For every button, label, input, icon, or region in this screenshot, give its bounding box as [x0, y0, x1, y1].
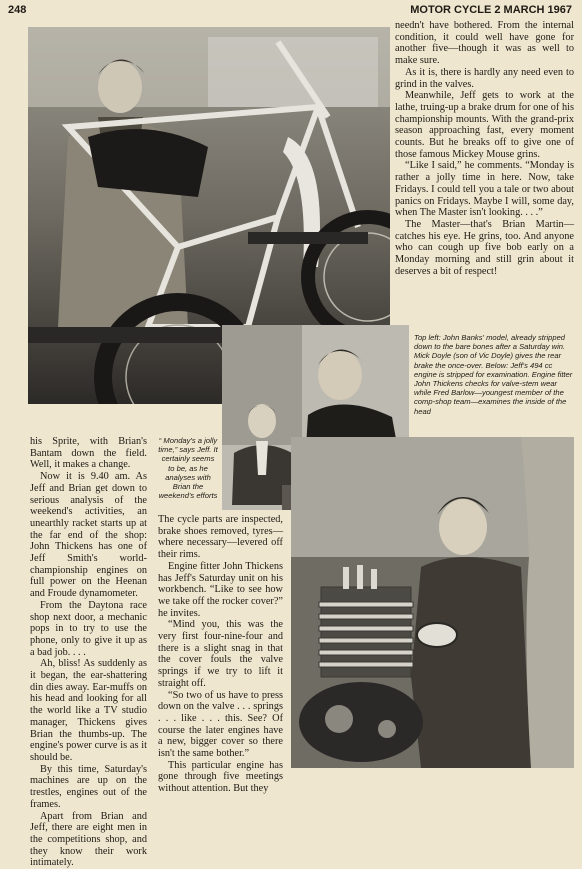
paragraph: This particular engine has gone through five meetings without attention. But they	[158, 760, 283, 795]
paragraph: As it is, there is hardly any need even to grind in the valves.	[395, 67, 574, 90]
running-title: MOTOR CYCLE 2 MARCH 1967	[410, 4, 572, 16]
engine-inspection-photo	[291, 437, 574, 768]
right-column-text	[395, 20, 574, 277]
engine-and-fitter-illustration	[291, 437, 574, 768]
paragraph: Meanwhile, Jeff gets to work at the lathe, truing-up a brake drum for one of his championship mounts. With the grand-prix season approaching fast, every moment counts. But he breaks off to give one of those famous Mickey Mouse grins.	[395, 90, 574, 160]
paragraph: needn't have bothered. From the internal condition, it could well have gone for another five—though it was as well to make sure.	[395, 20, 574, 67]
paragraph: “Mind you, this was the very first four-nine-four and there is a slight snag in that the cover fouls the valve springs if we try to lift it straight off.	[158, 619, 283, 689]
paragraph: Now it is 9.40 am. As Jeff and Brian get down to serious analysis of the weekend's activities, an unearthly racket starts up at the far end of the shop: John Thickens has one of Jeff Smith's world-championship engines on full power on the Heenan and Froude dynamometer.	[30, 471, 147, 600]
paragraph: “So two of us have to press down on the valve . . . springs . . . like . . . this. See? Of course the later engines have a new, bigger cover so there isn't the same bother.”	[158, 690, 283, 760]
left-column-text	[30, 436, 147, 869]
paragraph: Ah, bliss! As suddenly as it began, the ear-shattering din dies away. Ear-muffs on his head and looking for all the world like a TV studio manager, Thickens gives Brian the thumbs-up. The engine's power curve is as it should be.	[30, 658, 147, 763]
paragraph: By this time, Saturday's machines are up on the trestles, engines out of the frames.	[30, 764, 147, 811]
page-header	[8, 4, 572, 20]
paragraph: From the Daytona race shop next door, a mechanic pops in to try to use the phone, only to give it up as a bad job. . . .	[30, 600, 147, 659]
paragraph: Engine fitter John Thickens has Jeff's Saturday unit on his workbench. “Like to see how we take off the rocker cover?” he invites.	[158, 561, 283, 620]
page-number: 248	[8, 4, 26, 16]
paragraph: The cycle parts are inspected, brake shoes removed, tyres—where necessary—levered off their rims.	[158, 514, 283, 561]
paragraph: Apart from Brian and Jeff, there are eight men in the competitions shop, and they know their work intimately.	[30, 811, 147, 869]
middle-column-text	[158, 514, 283, 795]
pull-quote: “ Monday's a jolly time,” says Jeff. It certainly seems to be, as he analyses with Brian the weekend's efforts	[158, 436, 218, 500]
photo-caption: Top left: John Banks' model, already stripped down to the bare bones after a Saturday win. Mick Doyle (son of Vic Doyle) gives the rear brake the once-over. Below: Jeff's 494 cc engine is stripped for examination. Engine fitter John Thickens checks for valve-stem wear while Fred Barlow—youngest member of the comp-shop team—examines the inside of the head	[414, 333, 574, 416]
paragraph: “Like I said,” he comments. “Monday is rather a jolly time in here. Now, take Fridays. I could tell you a tale or two about panics on Fridays. Maybe I will, some day, when The Master isn't looking. . . .”	[395, 160, 574, 219]
paragraph: his Sprite, with Brian's Bantam down the field. Well, it makes a change.	[30, 436, 147, 471]
paragraph: The Master—that's Brian Martin—catches his eye. He grins, too. And anyone who can cough up five bob early on a Monday morning and still grin about it deserves a bit of respect!	[395, 219, 574, 278]
